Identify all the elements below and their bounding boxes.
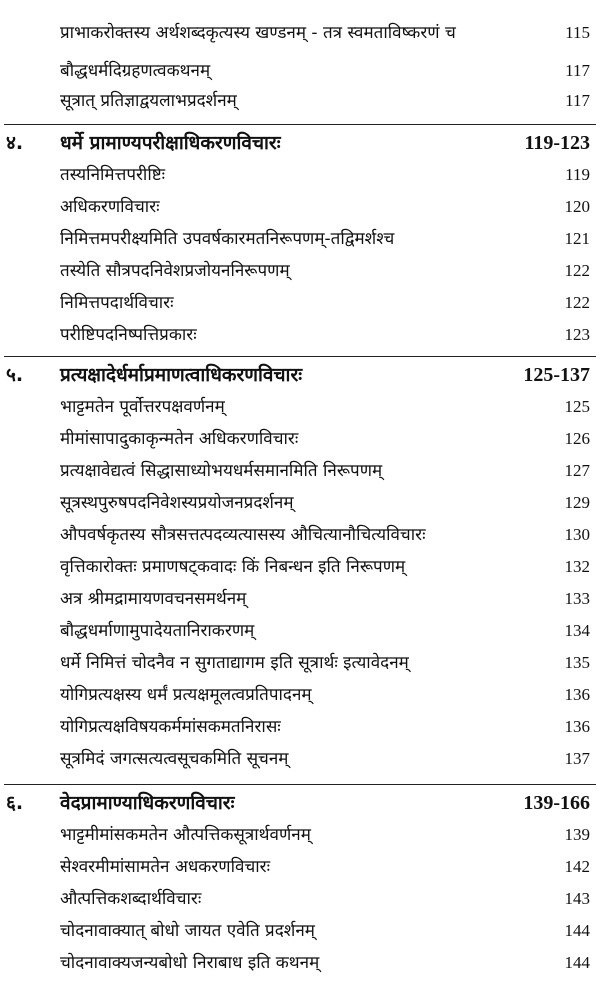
toc-entry — [0, 948, 600, 978]
section-page-range: 119-123 — [524, 132, 590, 154]
section-page-range: 139-166 — [523, 792, 590, 814]
toc-entry-page: 134 — [564, 621, 590, 640]
toc-entry-title: निमित्तमपरीक्ष्यमिति उपवर्षकारमतनिरूपणम्-तद्विमर्शश्च — [60, 229, 395, 249]
toc-entry — [0, 320, 600, 350]
toc-entry-page: 117 — [565, 61, 590, 80]
toc-entry-title: सूत्रमिदं जगत्सत्यत्वसूचकमिति सूचनम् — [60, 749, 289, 769]
toc-entry — [0, 616, 600, 646]
toc-entry — [0, 680, 600, 710]
toc-entry — [0, 392, 600, 422]
toc-entry-title: अत्र श्रीमद्रामायणवचनसमर्थनम् — [60, 589, 247, 609]
section-divider — [4, 784, 596, 785]
toc-entry — [0, 192, 600, 222]
toc-entry-page: 133 — [564, 589, 590, 608]
toc-entry — [0, 520, 600, 550]
toc-entry — [0, 552, 600, 582]
toc-entry-title: परीष्टिपदनिष्पत्तिप्रकारः — [60, 325, 197, 345]
toc-entry-title: योगिप्रत्यक्षविषयकर्ममांसकमतनिरासः — [60, 717, 281, 737]
section-divider — [4, 356, 596, 357]
toc-entry-title: प्राभाकरोक्तस्य अर्थशब्दकृत्यस्य खण्डनम् - तत्र स्वमताविष्करणं च — [60, 23, 456, 43]
toc-entry — [0, 712, 600, 742]
toc-entry-title: मीमांसापादुकाकृन्मतेन अधिकरणविचारः — [60, 429, 299, 449]
toc-entry-page: 137 — [564, 749, 590, 768]
toc-entry-page: 122 — [564, 293, 590, 312]
section-divider — [4, 124, 596, 125]
toc-entry-page: 144 — [564, 953, 590, 972]
toc-entry-title: बौद्धधर्माणामुपादेयतानिराकरणम् — [60, 621, 255, 641]
toc-entry — [0, 224, 600, 254]
toc-entry-page: 139 — [564, 825, 590, 844]
toc-entry-title: निमित्तपदार्थविचारः — [60, 293, 174, 313]
toc-entry-page: 135 — [564, 653, 590, 672]
toc-entry-page: 127 — [564, 461, 590, 480]
toc-entry-page: 125 — [564, 397, 590, 416]
toc-entry — [0, 56, 600, 86]
toc-entry — [0, 852, 600, 882]
toc-entry-page: 143 — [564, 889, 590, 908]
toc-entry — [0, 456, 600, 486]
toc-entry-page: 129 — [564, 493, 590, 512]
toc-entry-title: प्रत्यक्षावेद्यत्वं सिद्धासाध्योभयधर्मसमानमिति निरूपणम् — [60, 461, 383, 481]
toc-entry-title: चोदनावाक्यात् बोधो जायत एवेति प्रदर्शनम् — [60, 921, 315, 941]
toc-entry-page: 136 — [564, 685, 590, 704]
toc-entry-page: 142 — [564, 857, 590, 876]
toc-entry-page: 136 — [564, 717, 590, 736]
toc-entry-title: औपवर्षकृतस्य सौत्रसत्तत्पदव्यत्यासस्य औचित्यानौचित्यविचारः — [60, 525, 426, 545]
toc-entry-title: अधिकरणविचारः — [60, 197, 160, 217]
toc-section-heading — [0, 128, 600, 158]
toc-entry — [0, 256, 600, 286]
toc-entry-title: सूत्रात् प्रतिज्ञाद्वयलाभप्रदर्शनम् — [60, 91, 237, 111]
toc-entry-title: भाट्टमतेन पूर्वोत्तरपक्षवर्णनम् — [60, 397, 225, 417]
toc-entry — [0, 884, 600, 914]
section-page-range: 125-137 — [523, 364, 590, 386]
toc-entry-page: 115 — [565, 23, 590, 42]
section-title: प्रत्यक्षादेर्धर्माप्रमाणत्वाधिकरणविचारः — [60, 364, 303, 386]
toc-entry-page: 130 — [564, 525, 590, 544]
toc-section-heading — [0, 360, 600, 390]
toc-entry — [0, 160, 600, 190]
toc-entry-page: 126 — [564, 429, 590, 448]
section-title: वेदप्रामाण्याधिकरणविचारः — [60, 792, 235, 814]
toc-entry — [0, 584, 600, 614]
toc-entry-page: 144 — [564, 921, 590, 940]
toc-entry — [0, 916, 600, 946]
toc-entry-title: तस्येति सौत्रपदनिवेशप्रजोयननिरूपणम् — [60, 261, 290, 281]
toc-entry-title: वृत्तिकारोक्तः प्रमाणषट्कवादः किं निबन्धन इति निरूपणम् — [60, 557, 406, 577]
toc-entry-title: धर्मे निमित्तं चोदनैव न सुगताद्यागम इति सूत्रार्थः इत्यावेदनम् — [60, 653, 409, 673]
toc-entry — [0, 648, 600, 678]
toc-entry-title: बौद्धधर्मदिग्रहणत्वकथनम् — [60, 61, 211, 81]
toc-entry-title: सेश्वरमीमांसामतेन अधकरणविचारः — [60, 857, 271, 877]
toc-entry-page: 123 — [564, 325, 590, 344]
toc-entry-page: 117 — [565, 91, 590, 110]
toc-entry — [0, 86, 600, 116]
toc-entry — [0, 744, 600, 774]
toc-entry-page: 120 — [564, 197, 590, 216]
toc-entry — [0, 820, 600, 850]
toc-entry — [0, 288, 600, 318]
toc-entry — [0, 18, 600, 48]
toc-entry-page: 122 — [564, 261, 590, 280]
toc-entry-page: 119 — [565, 165, 590, 184]
toc-entry-title: सूत्रस्थपुरुषपदनिवेशस्यप्रयोजनप्रदर्शनम् — [60, 493, 294, 513]
toc-entry-page: 121 — [564, 229, 590, 248]
toc-entry-title: चोदनावाक्यजन्यबोधो निराबाध इति कथनम् — [60, 953, 320, 973]
toc-entry — [0, 424, 600, 454]
section-number: ६. — [6, 792, 24, 814]
toc-entry-title: भाट्टमीमांसकमतेन औत्पत्तिकसूत्रार्थवर्णनम् — [60, 825, 311, 845]
toc-entry — [0, 488, 600, 518]
toc-entry-page: 132 — [564, 557, 590, 576]
toc-entry-title: औत्पत्तिकशब्दार्थविचारः — [60, 889, 202, 909]
toc-entry-title: योगिप्रत्यक्षस्य धर्मं प्रत्यक्षमूलत्वप्रतिपादनम् — [60, 685, 312, 705]
section-number: ४. — [6, 132, 24, 154]
section-number: ५. — [6, 364, 24, 386]
toc-section-heading — [0, 788, 600, 818]
section-title: धर्मे प्रामाण्यपरीक्षाधिकरणविचारः — [60, 132, 281, 154]
toc-entry-title: तस्यनिमित्तपरीष्टिः — [60, 165, 166, 185]
